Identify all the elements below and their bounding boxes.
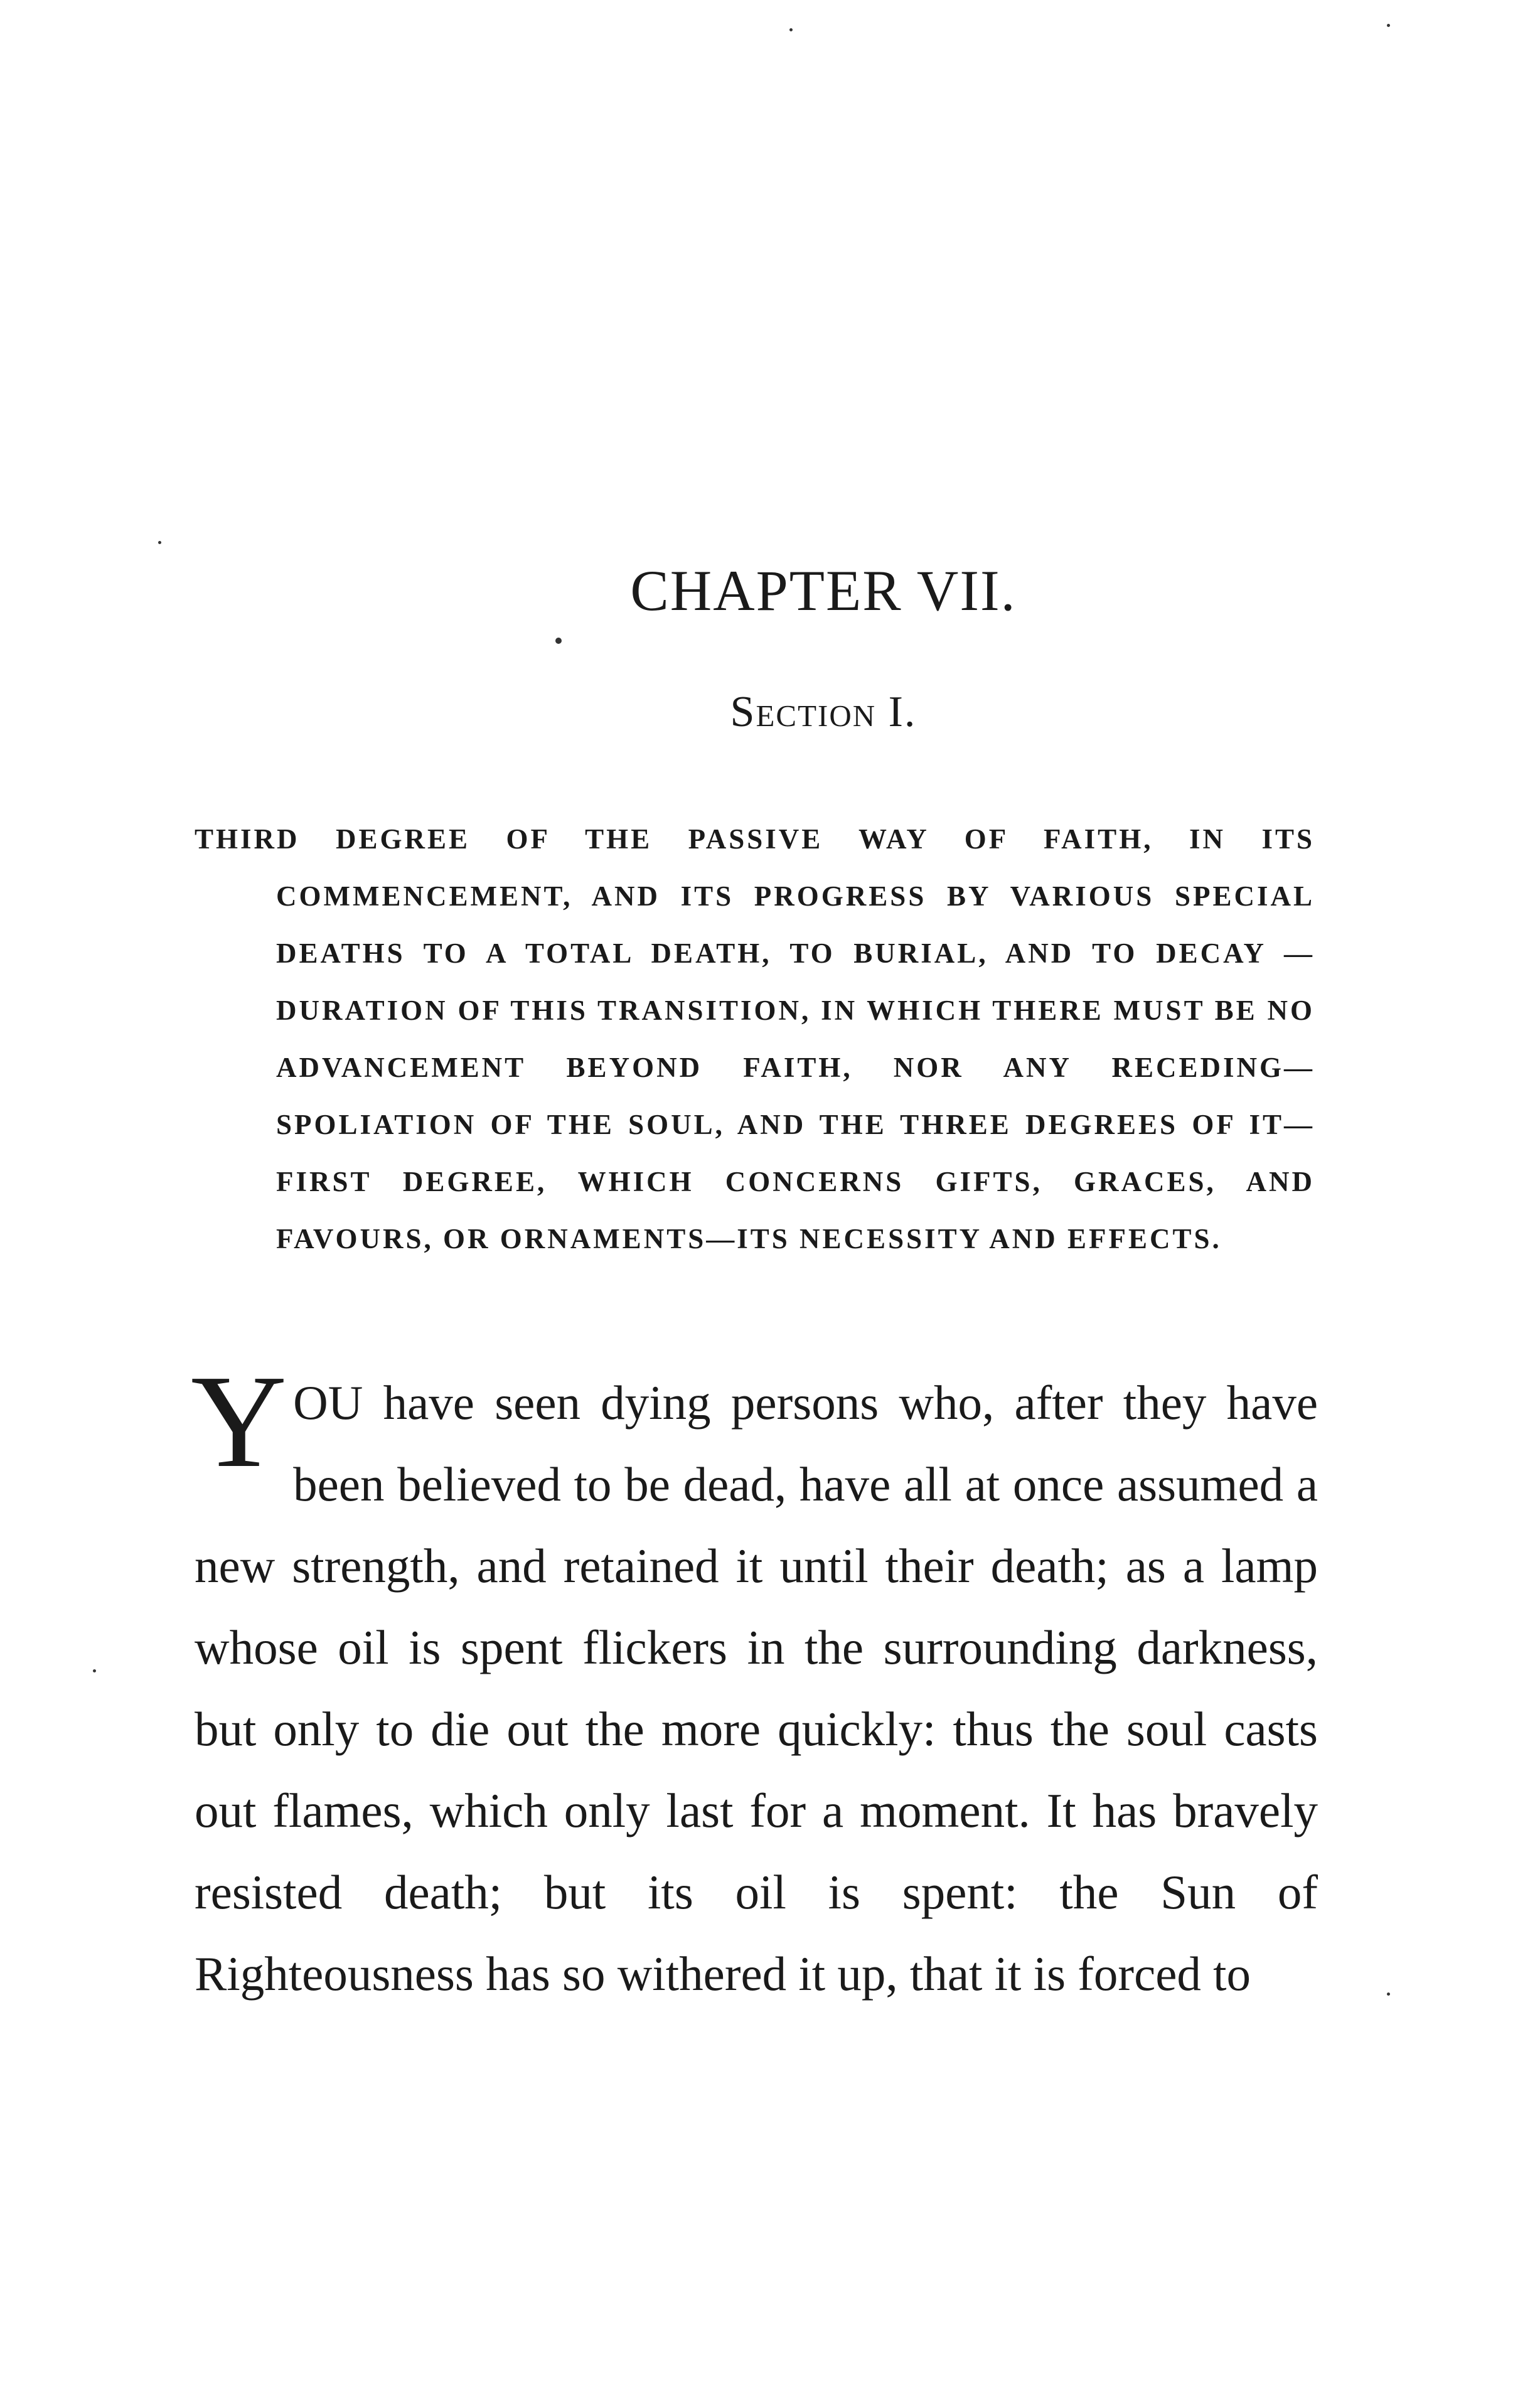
paper-speck bbox=[158, 541, 161, 544]
paper-speck bbox=[1387, 1993, 1390, 1996]
chapter-title: CHAPTER VII. bbox=[630, 559, 1017, 623]
paper-speck bbox=[1387, 24, 1390, 27]
body-text: OU have seen dying persons who, after they have been believed to be dead, have all at once assumed a new strength, and retained it until their death; as a lamp whose oil is spent flickers in the surrounding darkness, but only to die out the more quickly: thus the soul casts out flames, which only last for a moment. It has bravely resisted death; but its oil is spent: the Sun of Righteousness has so withered it up, that it is forced to bbox=[195, 1376, 1318, 2001]
drop-cap: Y bbox=[191, 1347, 287, 1495]
paper-speck bbox=[789, 28, 793, 31]
paper-speck bbox=[555, 638, 562, 644]
paper-speck bbox=[93, 1669, 96, 1672]
body-paragraph bbox=[191, 1347, 1318, 2014]
chapter-summary: THIRD DEGREE OF THE PASSIVE WAY OF FAITH, IN ITS COMMENCEMENT, AND ITS PROGRESS BY VARIOUS SPECIAL DEATHS TO A TOTAL DEATH, TO BURIAL, AND TO DECAY —DURATION OF THIS TRANSITION, IN WHICH THERE MUST BE NO ADVANCEMENT BEYOND FAITH, NOR ANY RECEDING—SPOLIATION OF THE SOUL, AND THE THREE DEGREES OF IT—FIRST DEGREE, WHICH CONCERNS GIFTS, GRACES, AND FAVOURS, OR ORNAMENTS—ITS NECESSITY AND EFFECTS. bbox=[195, 823, 1315, 1254]
section-title: Section I. bbox=[730, 688, 917, 736]
